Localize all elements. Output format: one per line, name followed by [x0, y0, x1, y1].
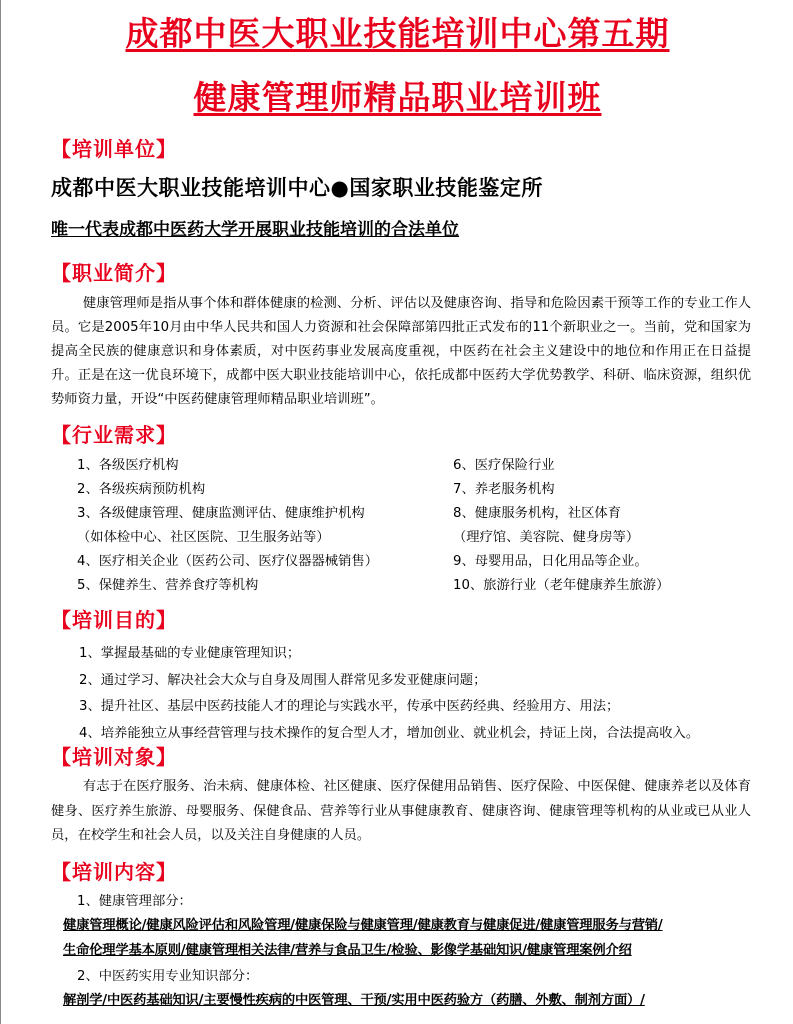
section-heading-target: 【培训对象】	[51, 745, 177, 769]
list-item: 4、医疗相关企业（医药公司、医疗仪器器械销售）	[77, 554, 378, 569]
list-item: （如体检中心、社区医院、卫生服务站等）	[77, 530, 330, 545]
section-heading-intro: 【职业简介】	[51, 261, 177, 285]
list-item: 1、掌握最基础的专业健康管理知识；	[79, 646, 301, 661]
section-heading-content: 【培训内容】	[51, 860, 177, 884]
list-item: 10、旅游行业（老年健康养生旅游）	[453, 578, 670, 593]
intro-paragraph: 健康管理师是指从事个体和群体健康的检测、分析、评估以及健康咨询、指导和危险因素干预等工作的专业工作人员。它是2005年10月由中华人民共和国人力资源和社会保障部第四批正式发布的11个新职业之一。当前，党和国家为提高全民族的健康意识和身体素质，对中医药事业发展高度重视，中医药在社会主义建设中的地位和作用正在日益提升。正是在这一优良环境下，成都中医大职业技能培训中心，依托成都中医药大学优势教学、科研、临床资源，组织优势师资力量，开设“中医药健康管理师精品职业培训班”。	[51, 296, 751, 407]
list-item: 4、培养能独立从事经营管理与技术操作的复合型人才，增加创业、就业机会，持证上岗，合法提高收入。	[79, 725, 700, 741]
list-item: 3、各级健康管理、健康监测评估、健康维护机构	[77, 506, 365, 521]
list-item: 6、医疗保险行业	[453, 458, 555, 473]
content-part2-line1: 解剖学/中医药基础知识/主要慢性疾病的中医管理、干预/实用中医药验方（药膳、外敷、制剂方面）/	[63, 993, 645, 1008]
organization-name: 成都中医大职业技能培训中心●国家职业技能鉴定所	[51, 176, 543, 200]
demand-list-left	[77, 454, 378, 598]
list-item: 3、提升社区、基层中医药技能人才的理论与实践水平，传承中医药经典、经验用方、用法；	[79, 699, 620, 714]
purpose-list	[79, 641, 699, 747]
section-heading-demand: 【行业需求】	[51, 423, 177, 447]
list-item: 5、保健养生、营养食疗等机构	[77, 578, 259, 593]
organization-subtitle: 唯一代表成都中医药大学开展职业技能培训的合法单位	[51, 220, 459, 240]
content-part1-title: 1、健康管理部分：	[77, 894, 192, 909]
document-page	[1, 0, 793, 1024]
target-paragraph: 有志于在医疗服务、治未病、健康体检、社区健康、医疗保健用品销售、医疗保险、中医保健、健康养老以及体育健身、医疗养生旅游、母婴服务、保健食品、营养等行业从事健康教育、健康咨询、健康管理等机构的从业或已从业人员，在校学生和社会人员，以及关注自身健康的人员。	[51, 779, 751, 843]
list-item: 9、母婴用品，日化用品等企业。	[453, 554, 648, 569]
content-part1-line1: 健康管理概论/健康风险评估和风险管理/健康保险与健康管理/健康教育与健康促进/健康管理服务与营销/	[63, 918, 663, 933]
page-title-line1: 成都中医大职业技能培训中心第五期	[125, 14, 670, 53]
demand-list-right	[453, 454, 669, 598]
list-item: 2、各级疾病预防机构	[77, 482, 206, 497]
list-item: 8、健康服务机构，社区体育	[453, 506, 622, 521]
section-heading-purpose: 【培训目的】	[51, 608, 177, 632]
list-item: 1、各级医疗机构	[77, 458, 179, 473]
page-title-line2: 健康管理师精品职业培训班	[193, 78, 602, 117]
list-item: （理疗馆、美容院、健身房等）	[453, 530, 640, 545]
content-part2-title: 2、中医药实用专业知识部分：	[77, 969, 259, 984]
list-item: 7、养老服务机构	[453, 482, 555, 497]
list-item: 2、通过学习、解决社会大众与自身及周围人群常见多发亚健康问题；	[79, 672, 487, 688]
section-heading-unit: 【培训单位】	[51, 137, 177, 161]
content-part1-line2: 生命伦理学基本原则/健康管理相关法律/营养与食品卫生/检验、影像学基础知识/健康管理案例介绍	[63, 943, 632, 958]
